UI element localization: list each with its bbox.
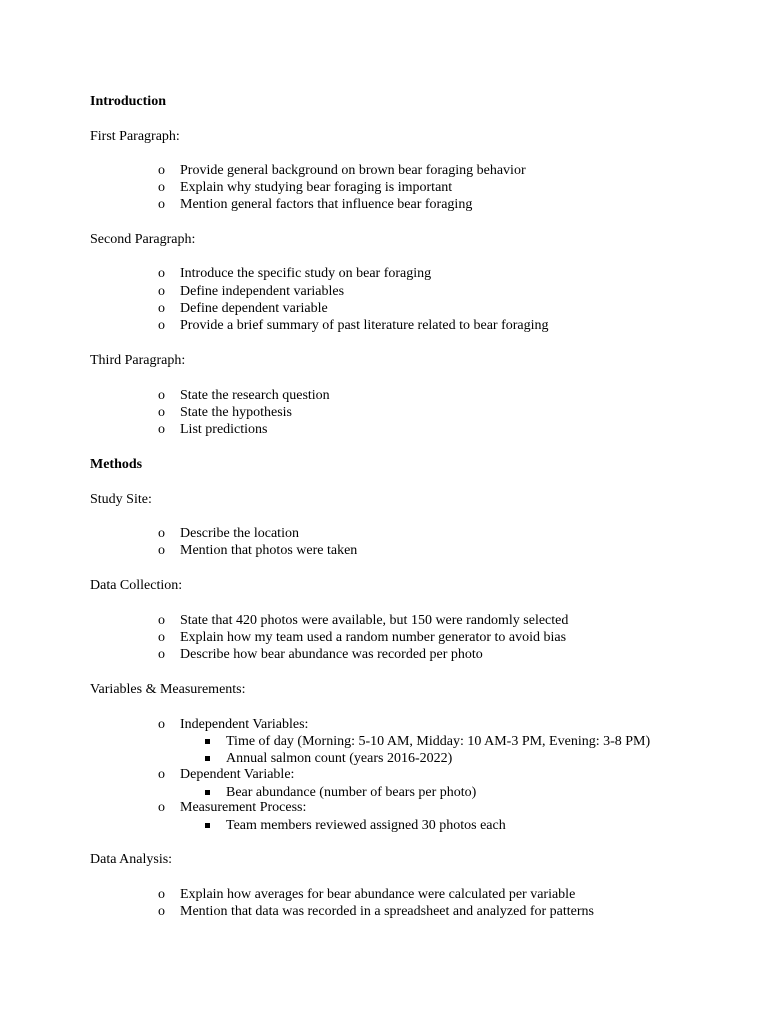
list-item: o Mention that photos were taken bbox=[180, 542, 357, 559]
list-item: o Measurement Process: bbox=[180, 799, 306, 816]
first-paragraph-label: First Paragraph: bbox=[90, 129, 180, 144]
third-paragraph-label: Third Paragraph: bbox=[90, 353, 186, 368]
data-analysis-label: Data Analysis: bbox=[90, 852, 173, 867]
methods-heading: Methods bbox=[90, 457, 143, 472]
sub-list-item: Team members reviewed assigned 30 photos each bbox=[226, 818, 506, 833]
list-item: o Describe the location bbox=[180, 525, 299, 542]
list-item: o Explain how averages for bear abundance were calculated per variable bbox=[180, 886, 575, 903]
variables-label: Variables & Measurements: bbox=[90, 682, 246, 697]
list-item: o List predictions bbox=[180, 421, 268, 438]
list-item: o Provide general background on brown bear foraging behavior bbox=[180, 162, 526, 179]
list-item: o Explain how my team used a random number generator to avoid bias bbox=[180, 629, 566, 646]
list-item: o Dependent Variable: bbox=[180, 766, 294, 783]
sub-list-item: Bear abundance (number of bears per photo) bbox=[226, 785, 477, 800]
list-item: o Introduce the specific study on bear foraging bbox=[180, 265, 431, 282]
list-item: o Independent Variables: bbox=[180, 716, 308, 733]
introduction-heading: Introduction bbox=[90, 94, 166, 109]
list-item: o Explain why studying bear foraging is important bbox=[180, 179, 452, 196]
list-item: o Define dependent variable bbox=[180, 300, 328, 317]
second-paragraph-label: Second Paragraph: bbox=[90, 232, 196, 247]
list-item: o Mention general factors that influence bear foraging bbox=[180, 196, 472, 213]
list-item: o Mention that data was recorded in a spreadsheet and analyzed for patterns bbox=[180, 903, 594, 920]
list-item: o State the research question bbox=[180, 387, 330, 404]
list-item: o Define independent variables bbox=[180, 283, 344, 300]
sub-list-item: Time of day (Morning: 5-10 AM, Midday: 10 AM-3 PM, Evening: 3-8 PM) bbox=[226, 734, 651, 749]
study-site-label: Study Site: bbox=[90, 492, 152, 507]
list-item: o Provide a brief summary of past literature related to bear foraging bbox=[180, 317, 549, 334]
list-item: o State the hypothesis bbox=[180, 404, 292, 421]
list-item: o State that 420 photos were available, but 150 were randomly selected bbox=[180, 612, 568, 629]
sub-list-item: Annual salmon count (years 2016-2022) bbox=[226, 751, 453, 766]
list-item: o Describe how bear abundance was recorded per photo bbox=[180, 646, 483, 663]
data-collection-label: Data Collection: bbox=[90, 578, 183, 593]
